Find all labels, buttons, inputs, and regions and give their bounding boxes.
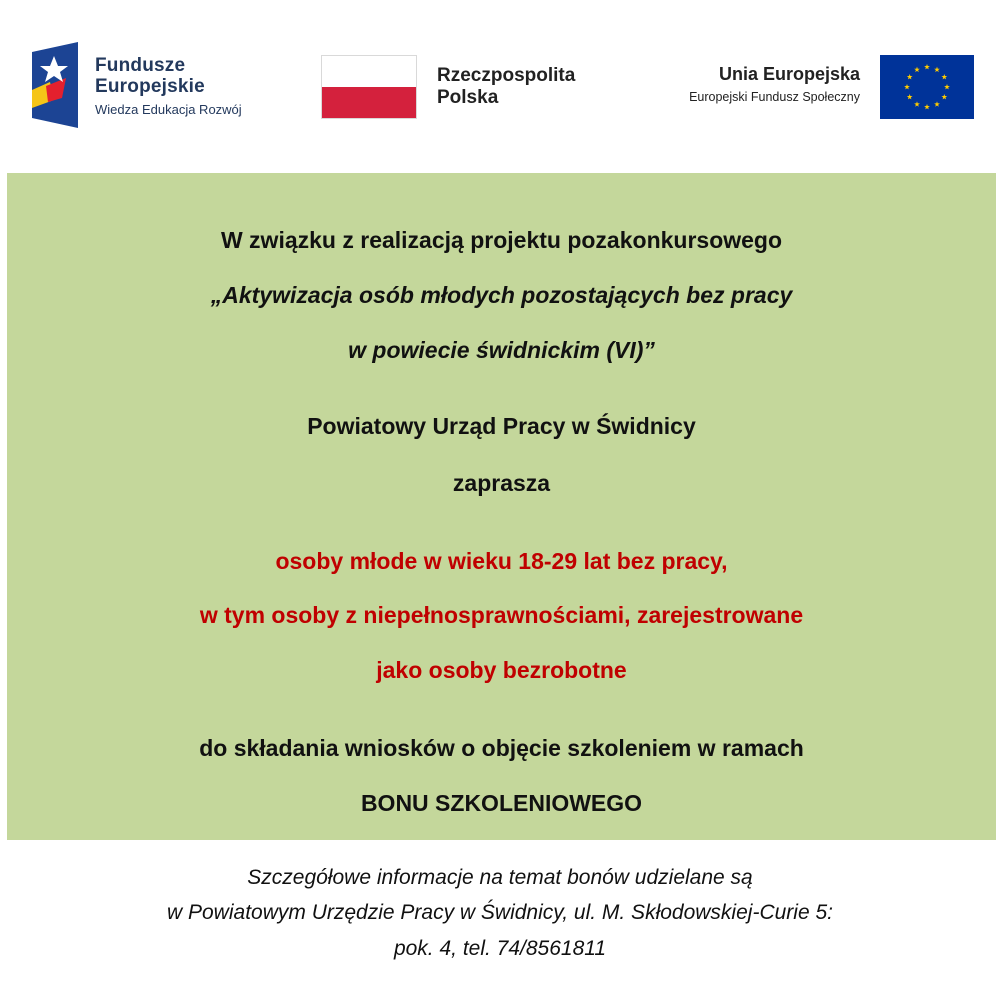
pl-line2: Polska [437, 87, 499, 108]
announcement-panel [7, 173, 996, 840]
polish-flag-icon [321, 55, 417, 119]
invites-text: zaprasza [452, 470, 551, 496]
fe-subtitle: Wiedza Edukacja Rozwój [95, 102, 242, 117]
eu-subtitle: Europejski Fundusz Społeczny [689, 90, 860, 104]
fe-name-line1: Fundusze [95, 55, 186, 76]
logo-bar [0, 0, 1000, 150]
unia-europejska-text [689, 64, 860, 105]
fundusze-europejskie-text [95, 55, 242, 118]
purpose-text: do składania wniosków o objęcie szkoleniem w ramach [199, 735, 804, 761]
program-name: BONU SZKOLENIOWEGO [360, 790, 643, 816]
fundusze-europejskie-logo-icon [32, 42, 78, 128]
target-line3: jako osoby bezrobotne [376, 657, 627, 683]
footer-line3: pok. 4, tel. 74/8561811 [393, 937, 607, 960]
eu-flag-icon [880, 55, 974, 119]
target-line2: w tym osoby z niepełnosprawnościami, zarejestrowane [199, 602, 804, 628]
rzeczpospolita-polska-text [437, 65, 575, 109]
fe-name-line2: Europejskie [95, 76, 205, 97]
eu-name: Unia Europejska [718, 64, 860, 84]
target-line1: osoby młode w wieku 18-29 lat bez pracy, [275, 548, 728, 574]
organizer-text: Powiatowy Urząd Pracy w Świdnicy [307, 413, 696, 439]
project-title-line1: „Aktywizacja osób młodych pozostających bez pracy [210, 282, 793, 308]
project-title-line2: w powiecie świdnickim (VI)” [348, 337, 655, 363]
pl-line1: Rzeczpospolita [437, 65, 576, 86]
intro-text: W związku z realizacją projektu pozakonkursowego [220, 227, 783, 253]
footer-line1: Szczegółowe informacje na temat bonów udzielane są [247, 866, 753, 889]
footer-line2: w Powiatowym Urzędzie Pracy w Świdnicy, ul. M. Skłodowskiej-Curie 5: [167, 901, 833, 924]
